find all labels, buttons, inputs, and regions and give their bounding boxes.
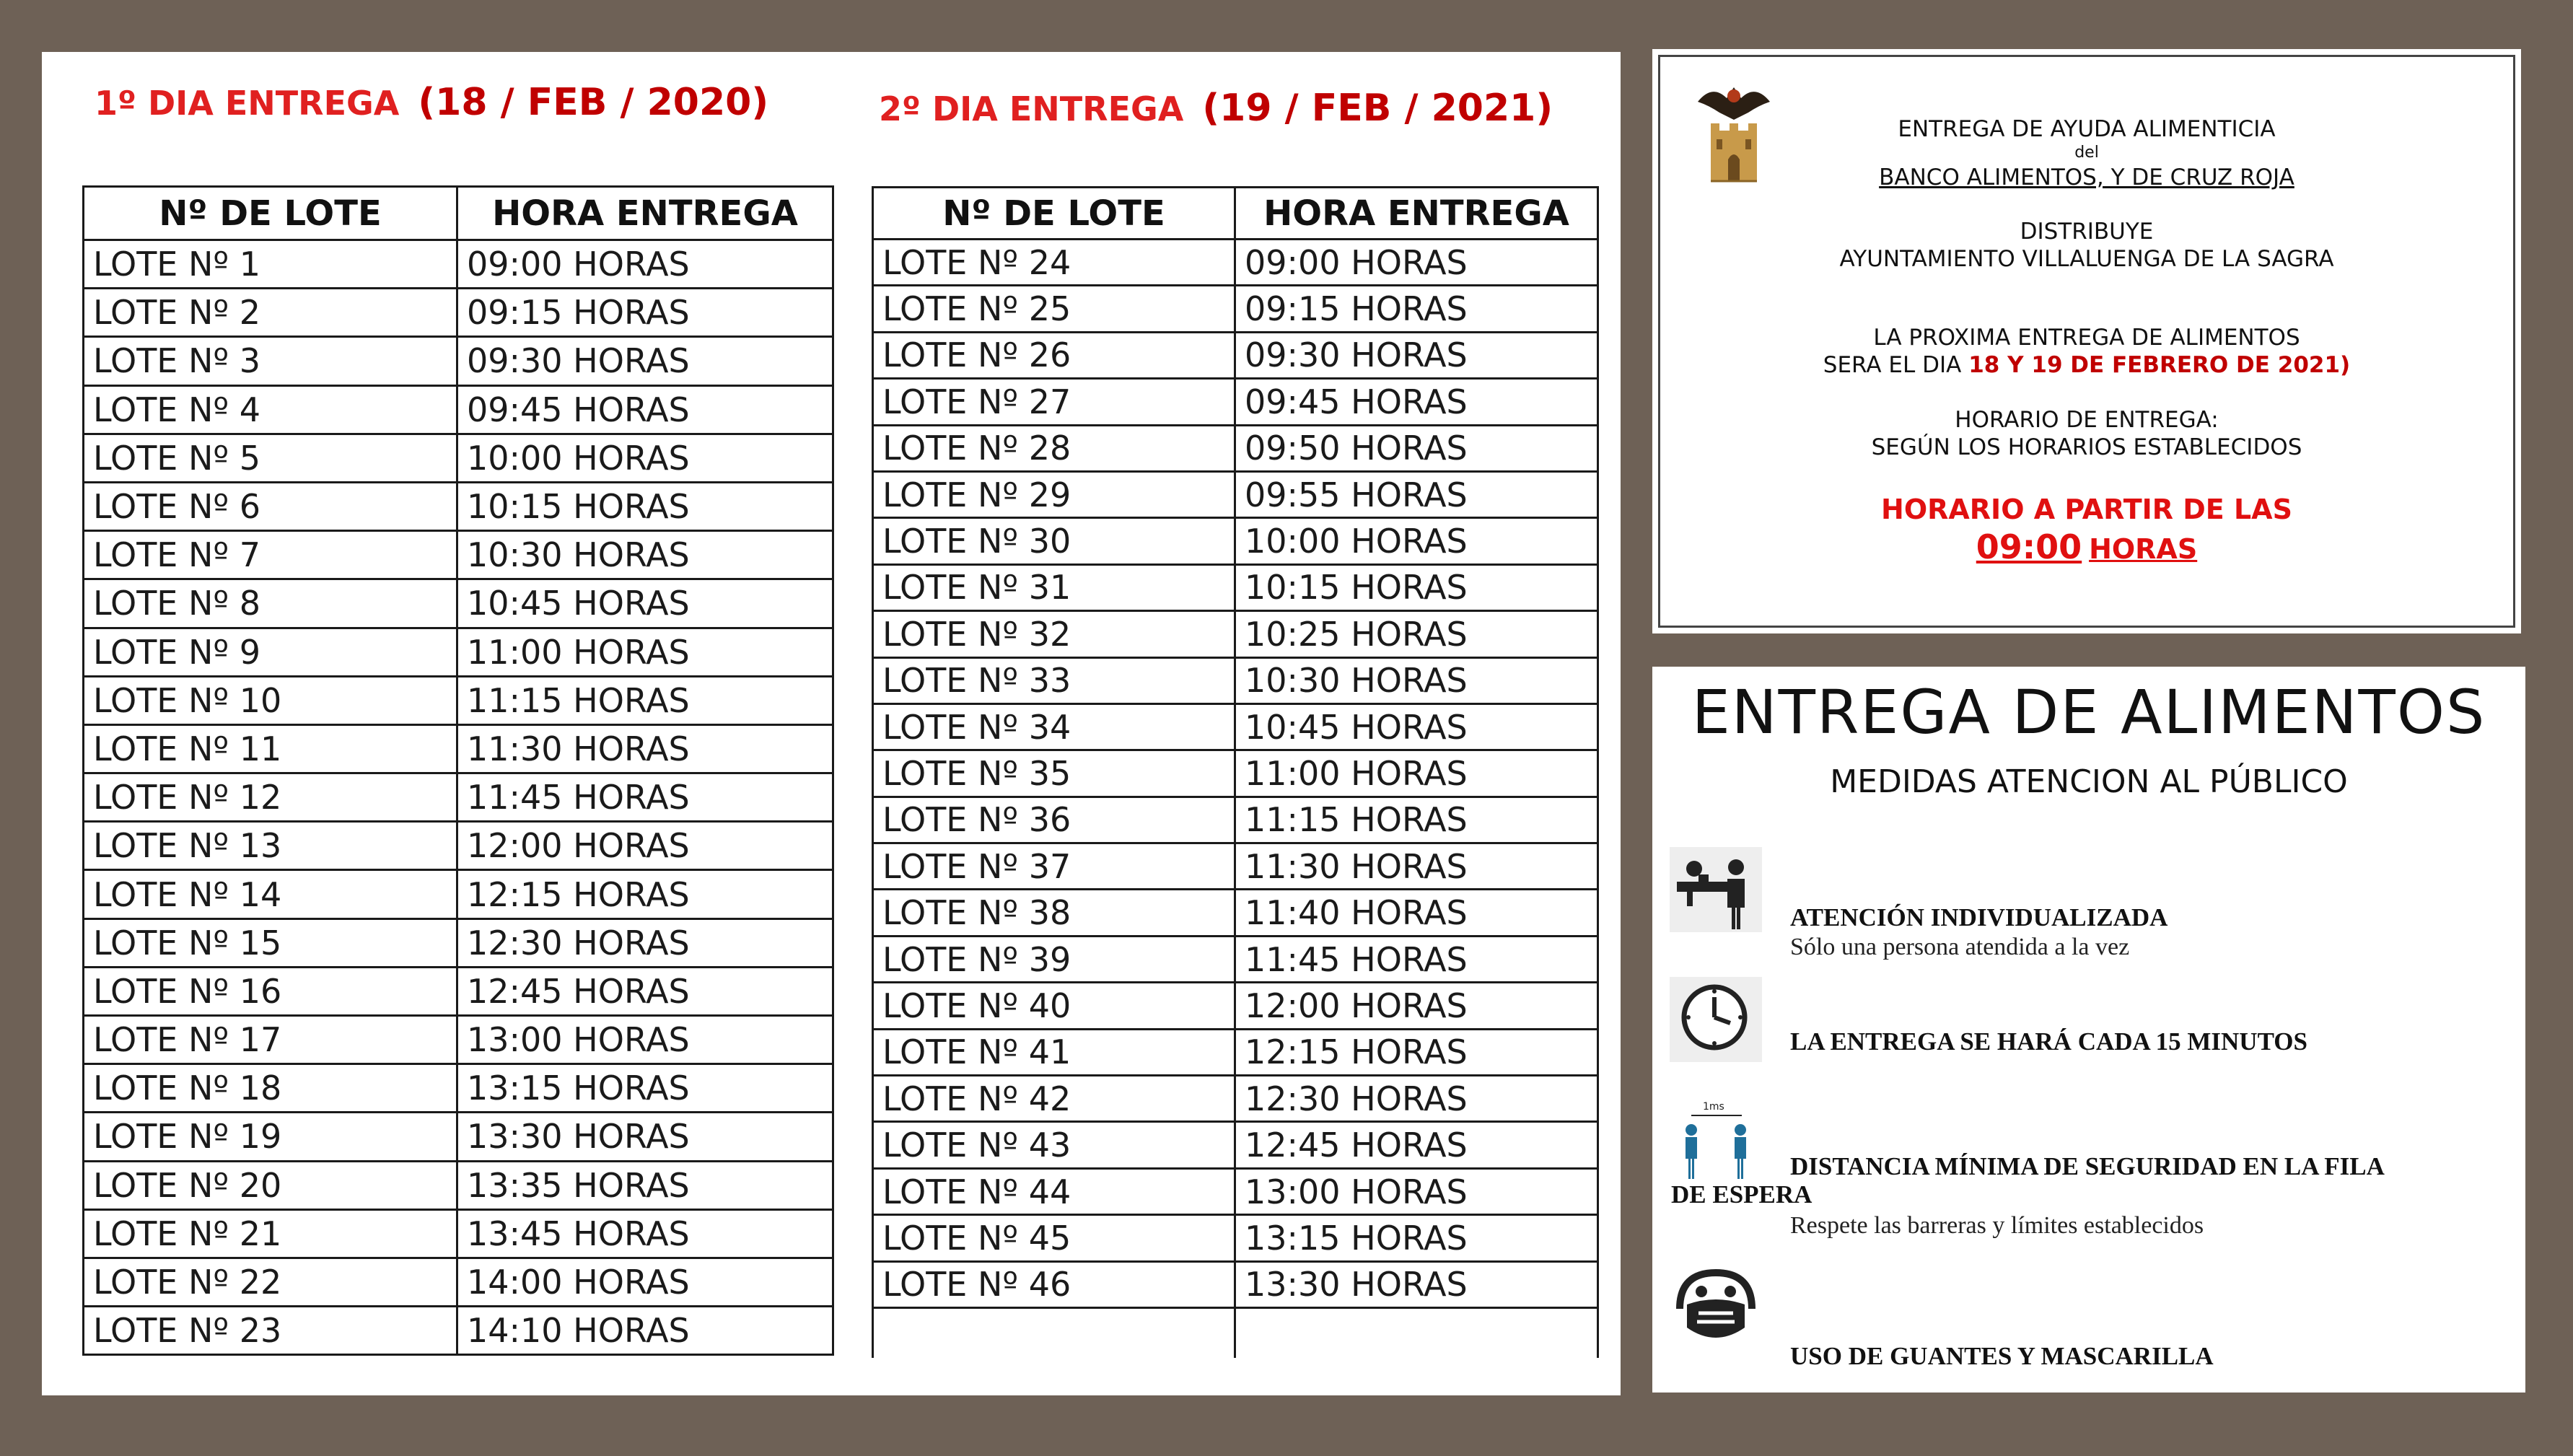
table-header-row xyxy=(873,188,1598,240)
measure-3-heading: DISTANCIA MÍNIMA DE SEGURIDAD EN LA FILA xyxy=(1790,1152,2385,1180)
lot-number-cell: LOTE Nº 9 xyxy=(84,628,457,676)
notice-line-8: HORARIO DE ENTREGA: xyxy=(1955,407,2219,433)
lot-number-cell: LOTE Nº 4 xyxy=(84,385,457,434)
delivery-dates: 18 Y 19 DE FEBRERO DE 2021) xyxy=(1968,352,2351,378)
lot-number-cell: LOTE Nº 3 xyxy=(84,337,457,385)
clock-icon xyxy=(1670,977,1762,1062)
lot-number-cell: LOTE Nº 41 xyxy=(873,1029,1235,1075)
notice-line-7-prefix: SERA EL DIA xyxy=(1823,352,1969,378)
measure-3-text: Respete las barreras y límites establecidos xyxy=(1790,1212,2204,1239)
delivery-time-cell: 12:00 HORAS xyxy=(1235,983,1598,1029)
lot-number-cell: LOTE Nº 31 xyxy=(873,564,1235,610)
lot-number-cell: LOTE Nº 28 xyxy=(873,425,1235,471)
delivery-time-cell: 09:30 HORAS xyxy=(1235,332,1598,378)
delivery-time-cell: 13:00 HORAS xyxy=(1235,1168,1598,1214)
delivery-time-cell: 12:45 HORAS xyxy=(1235,1122,1598,1168)
lot-number-cell: LOTE Nº 39 xyxy=(873,936,1235,982)
notice-line-3: BANCO ALIMENTOS, Y DE CRUZ ROJA xyxy=(1879,165,2294,190)
table-row xyxy=(873,332,1598,378)
notice-line-4: DISTRIBUYE xyxy=(2020,219,2154,245)
table-row xyxy=(873,703,1598,750)
table-row xyxy=(84,918,833,967)
lot-number-cell: LOTE Nº 20 xyxy=(84,1161,457,1209)
delivery-time-cell: 10:00 HORAS xyxy=(457,434,833,482)
day2-title xyxy=(879,87,1553,130)
day2-table xyxy=(872,186,1599,1358)
delivery-time-cell: 13:45 HORAS xyxy=(457,1209,833,1258)
start-time-label: HORARIO A PARTIR DE LAS xyxy=(1881,494,2292,525)
lot-number-cell: LOTE Nº 27 xyxy=(873,379,1235,425)
table-row xyxy=(873,1122,1598,1168)
day2-label: 2º DIA ENTREGA xyxy=(879,89,1184,128)
delivery-time-cell: 13:30 HORAS xyxy=(1235,1261,1598,1307)
notice-line-7 xyxy=(1660,351,2513,379)
measure-4-heading: USO DE GUANTES Y MASCARILLA xyxy=(1790,1342,2214,1370)
delivery-time-cell: 09:30 HORAS xyxy=(457,337,833,385)
lot-number-cell: LOTE Nº 21 xyxy=(84,1209,457,1258)
lot-number-cell: LOTE Nº 25 xyxy=(873,286,1235,332)
lot-number-cell: LOTE Nº 45 xyxy=(873,1215,1235,1261)
individual-attention-icon xyxy=(1670,847,1762,932)
lot-number-cell: LOTE Nº 29 xyxy=(873,471,1235,517)
delivery-time-cell: 09:45 HORAS xyxy=(1235,379,1598,425)
table-row xyxy=(873,1168,1598,1214)
face-mask-icon xyxy=(1670,1266,1762,1351)
table-row xyxy=(873,657,1598,703)
delivery-time-cell: 11:15 HORAS xyxy=(1235,797,1598,843)
start-time-value: 09:00 xyxy=(1976,527,2082,566)
lot-number-cell: LOTE Nº 22 xyxy=(84,1258,457,1306)
table-row xyxy=(84,337,833,385)
table-row xyxy=(873,936,1598,982)
table-row xyxy=(873,797,1598,843)
lot-number-cell: LOTE Nº 42 xyxy=(873,1076,1235,1122)
table-row xyxy=(873,1029,1598,1075)
measure-3-heading-cont: DE ESPERA xyxy=(1671,1180,1813,1209)
delivery-time-cell: 11:00 HORAS xyxy=(457,628,833,676)
schedule-panel xyxy=(42,52,1621,1395)
lot-number-cell: LOTE Nº 35 xyxy=(873,750,1235,797)
delivery-time-cell: 13:15 HORAS xyxy=(457,1064,833,1113)
table-row xyxy=(84,1064,833,1113)
table-row xyxy=(84,870,833,918)
lot-number-cell: LOTE Nº 14 xyxy=(84,870,457,918)
lot-number-cell: LOTE Nº 34 xyxy=(873,703,1235,750)
delivery-time-header: HORA ENTREGA xyxy=(457,187,833,240)
social-distance-icon xyxy=(1670,1100,1762,1185)
table-row xyxy=(84,822,833,870)
notice-line-5: AYUNTAMIENTO VILLALUENGA DE LA SAGRA xyxy=(1839,246,2334,272)
table-row xyxy=(873,471,1598,517)
delivery-time-cell: 11:00 HORAS xyxy=(1235,750,1598,797)
lot-number-cell: LOTE Nº 30 xyxy=(873,518,1235,564)
lot-number-cell: LOTE Nº 15 xyxy=(84,918,457,967)
lot-number-cell: LOTE Nº 10 xyxy=(84,676,457,724)
delivery-time-cell: 13:30 HORAS xyxy=(457,1113,833,1161)
table-row xyxy=(873,843,1598,890)
table-row xyxy=(873,983,1598,1029)
start-time-unit: HORAS xyxy=(2089,533,2198,565)
table-row xyxy=(84,240,833,289)
start-time xyxy=(1660,527,2513,566)
lot-number-header: Nº DE LOTE xyxy=(84,187,457,240)
lot-number-cell: LOTE Nº 43 xyxy=(873,1122,1235,1168)
table-row xyxy=(84,773,833,822)
delivery-notice xyxy=(1652,49,2521,633)
lot-number-cell: LOTE Nº 1 xyxy=(84,240,457,289)
notice-line-9: SEGÚN LOS HORARIOS ESTABLECIDOS xyxy=(1871,434,2302,460)
delivery-time-cell: 12:45 HORAS xyxy=(457,967,833,1015)
delivery-time-cell: 10:15 HORAS xyxy=(1235,564,1598,610)
notice-frame xyxy=(1658,55,2515,628)
day1-title xyxy=(95,81,768,124)
table-row xyxy=(873,1076,1598,1122)
lot-number-cell: LOTE Nº 6 xyxy=(84,482,457,530)
delivery-time-cell: 12:00 HORAS xyxy=(457,822,833,870)
delivery-time-cell: 10:30 HORAS xyxy=(457,531,833,579)
delivery-time-cell: 10:15 HORAS xyxy=(457,482,833,530)
delivery-time-cell: 09:15 HORAS xyxy=(457,289,833,337)
delivery-time-cell: 11:30 HORAS xyxy=(457,724,833,773)
lot-number-cell: LOTE Nº 36 xyxy=(873,797,1235,843)
delivery-time-cell: 11:40 HORAS xyxy=(1235,890,1598,936)
delivery-time-cell: 12:30 HORAS xyxy=(1235,1076,1598,1122)
delivery-time-cell: 10:25 HORAS xyxy=(1235,611,1598,657)
lot-number-cell: LOTE Nº 2 xyxy=(84,289,457,337)
delivery-time-cell: 11:45 HORAS xyxy=(1235,936,1598,982)
table-row xyxy=(873,1215,1598,1261)
table-row xyxy=(873,611,1598,657)
lot-number-cell: LOTE Nº 23 xyxy=(84,1307,457,1355)
delivery-time-cell: 11:30 HORAS xyxy=(1235,843,1598,890)
lot-number-cell: LOTE Nº 18 xyxy=(84,1064,457,1113)
table-row xyxy=(84,1307,833,1355)
lot-number-cell: LOTE Nº 40 xyxy=(873,983,1235,1029)
delivery-time-cell: 12:15 HORAS xyxy=(457,870,833,918)
delivery-time-cell: 14:10 HORAS xyxy=(457,1307,833,1355)
table-row xyxy=(84,1258,833,1306)
delivery-time-cell: 10:30 HORAS xyxy=(1235,657,1598,703)
table-header-row xyxy=(84,187,833,240)
measure-1-heading: ATENCIÓN INDIVIDUALIZADA xyxy=(1790,903,2168,931)
measure-1-text: Sólo una persona atendida a la vez xyxy=(1790,934,2130,960)
empty-cell xyxy=(873,1307,1235,1358)
delivery-time-cell: 14:00 HORAS xyxy=(457,1258,833,1306)
delivery-time-header: HORA ENTREGA xyxy=(1235,188,1598,240)
lot-number-cell: LOTE Nº 5 xyxy=(84,434,457,482)
delivery-time-cell: 09:55 HORAS xyxy=(1235,471,1598,517)
delivery-time-cell: 13:15 HORAS xyxy=(1235,1215,1598,1261)
lot-number-cell: LOTE Nº 13 xyxy=(84,822,457,870)
table-row xyxy=(873,564,1598,610)
table-row xyxy=(873,890,1598,936)
table-row xyxy=(84,967,833,1015)
table-row xyxy=(84,676,833,724)
lot-number-cell: LOTE Nº 26 xyxy=(873,332,1235,378)
table-row xyxy=(84,531,833,579)
table-row xyxy=(873,1261,1598,1307)
table-row xyxy=(84,385,833,434)
delivery-time-cell: 10:45 HORAS xyxy=(1235,703,1598,750)
measure-2-heading: LA ENTREGA SE HARÁ CADA 15 MINUTOS xyxy=(1790,1027,2307,1056)
table-row xyxy=(84,482,833,530)
table-row xyxy=(873,379,1598,425)
table-row xyxy=(84,628,833,676)
delivery-time-cell: 11:45 HORAS xyxy=(457,773,833,822)
lot-number-cell: LOTE Nº 8 xyxy=(84,579,457,628)
lot-number-cell: LOTE Nº 11 xyxy=(84,724,457,773)
lot-number-header: Nº DE LOTE xyxy=(873,188,1235,240)
notice-line-1: ENTREGA DE AYUDA ALIMENTICIA xyxy=(1898,116,2276,142)
delivery-time-cell: 12:15 HORAS xyxy=(1235,1029,1598,1075)
day1-label: 1º DIA ENTREGA xyxy=(95,84,400,123)
table-row xyxy=(84,1209,833,1258)
delivery-time-cell: 13:35 HORAS xyxy=(457,1161,833,1209)
lot-number-cell: LOTE Nº 44 xyxy=(873,1168,1235,1214)
lot-number-cell: LOTE Nº 46 xyxy=(873,1261,1235,1307)
lot-number-cell: LOTE Nº 12 xyxy=(84,773,457,822)
table-row-empty xyxy=(873,1307,1598,1358)
table-row xyxy=(873,750,1598,797)
empty-cell xyxy=(1235,1307,1598,1358)
day1-date: (18 / FEB / 2020) xyxy=(418,81,769,124)
public-measures-panel xyxy=(1652,667,2525,1393)
delivery-time-cell: 11:15 HORAS xyxy=(457,676,833,724)
table-row xyxy=(84,434,833,482)
table-row xyxy=(84,1016,833,1064)
lot-number-cell: LOTE Nº 16 xyxy=(84,967,457,1015)
lot-number-cell: LOTE Nº 7 xyxy=(84,531,457,579)
delivery-time-cell: 10:45 HORAS xyxy=(457,579,833,628)
lot-number-cell: LOTE Nº 17 xyxy=(84,1016,457,1064)
table-row xyxy=(84,724,833,773)
table-row xyxy=(84,289,833,337)
table-row xyxy=(84,1161,833,1209)
lot-number-cell: LOTE Nº 38 xyxy=(873,890,1235,936)
delivery-time-cell: 10:00 HORAS xyxy=(1235,518,1598,564)
lot-number-cell: LOTE Nº 37 xyxy=(873,843,1235,890)
notice-line-6: LA PROXIMA ENTREGA DE ALIMENTOS xyxy=(1873,325,2300,351)
table-row xyxy=(84,1113,833,1161)
day1-table xyxy=(82,185,834,1356)
measures-subtitle: MEDIDAS ATENCION AL PÚBLICO xyxy=(1830,763,2348,800)
table-row xyxy=(84,579,833,628)
delivery-time-cell: 09:00 HORAS xyxy=(457,240,833,289)
notice-line-2: del xyxy=(2074,144,2099,162)
delivery-time-cell: 09:50 HORAS xyxy=(1235,425,1598,471)
lot-number-cell: LOTE Nº 32 xyxy=(873,611,1235,657)
table-row xyxy=(873,286,1598,332)
distance-label: 1ms xyxy=(1703,1101,1724,1113)
delivery-time-cell: 12:30 HORAS xyxy=(457,918,833,967)
delivery-time-cell: 09:15 HORAS xyxy=(1235,286,1598,332)
table-row xyxy=(873,518,1598,564)
lot-number-cell: LOTE Nº 19 xyxy=(84,1113,457,1161)
lot-number-cell: LOTE Nº 33 xyxy=(873,657,1235,703)
delivery-time-cell: 09:00 HORAS xyxy=(1235,240,1598,286)
delivery-time-cell: 09:45 HORAS xyxy=(457,385,833,434)
table-row xyxy=(873,240,1598,286)
measures-title: ENTREGA DE ALIMENTOS xyxy=(1691,677,2486,747)
table-row xyxy=(873,425,1598,471)
delivery-time-cell: 13:00 HORAS xyxy=(457,1016,833,1064)
day2-date: (19 / FEB / 2021) xyxy=(1202,87,1553,130)
lot-number-cell: LOTE Nº 24 xyxy=(873,240,1235,286)
